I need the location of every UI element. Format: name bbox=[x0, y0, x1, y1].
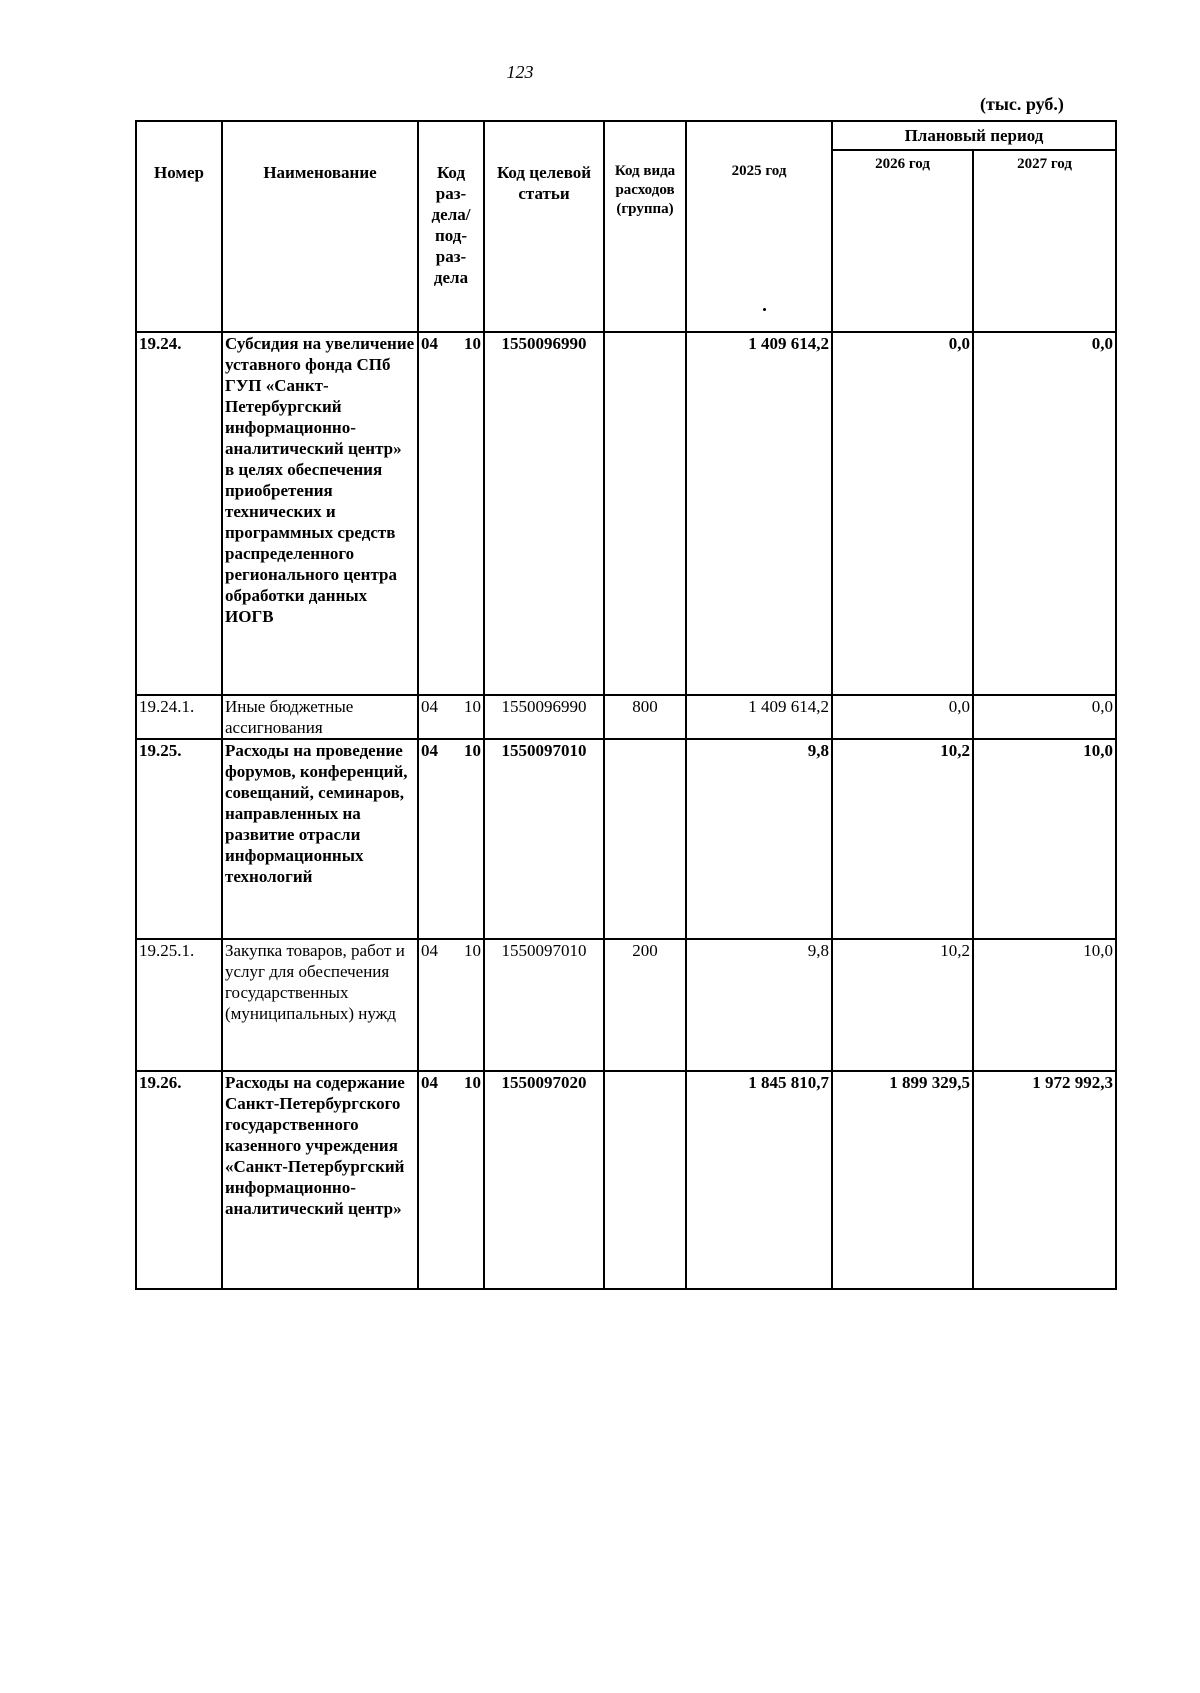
row-name: Расходы на содержание Санкт-Петербургского государственного казенного учреждения «Санкт-Петербургский информационно-аналитический центр» bbox=[222, 1071, 418, 1289]
row-number: 19.24. bbox=[136, 332, 222, 695]
row-name: Иные бюджетные ассигнования bbox=[222, 695, 418, 739]
scan-mark bbox=[763, 308, 766, 311]
row-target-code: 1550097010 bbox=[484, 739, 604, 939]
section-code: 04 bbox=[421, 941, 438, 960]
row-2026: 0,0 bbox=[832, 695, 973, 739]
row-section-code bbox=[418, 939, 484, 1071]
header-2026: 2026 год bbox=[832, 150, 973, 332]
row-expense-type bbox=[604, 739, 686, 939]
header-2025: 2025 год bbox=[686, 121, 832, 332]
row-expense-type bbox=[604, 332, 686, 695]
row-number: 19.26. bbox=[136, 1071, 222, 1289]
header-row-top bbox=[136, 121, 1116, 150]
row-2025: 1 845 810,7 bbox=[686, 1071, 832, 1289]
table-row bbox=[136, 739, 1116, 939]
header-expense-type: Код вида расходов (группа) bbox=[604, 121, 686, 332]
header-2027: 2027 год bbox=[973, 150, 1116, 332]
row-number: 19.24.1. bbox=[136, 695, 222, 739]
row-2027: 0,0 bbox=[973, 695, 1116, 739]
header-target-code: Код целевой статьи bbox=[484, 121, 604, 332]
row-target-code: 1550097010 bbox=[484, 939, 604, 1071]
header-section-code: Код раз- дела/ под- раз- дела bbox=[418, 121, 484, 332]
row-2025: 1 409 614,2 bbox=[686, 332, 832, 695]
table-row bbox=[136, 1071, 1116, 1289]
header-planning-period: Плановый период bbox=[832, 121, 1116, 150]
row-number: 19.25. bbox=[136, 739, 222, 939]
row-expense-type: 200 bbox=[604, 939, 686, 1071]
subsection-code: 10 bbox=[464, 1073, 481, 1092]
row-2027: 10,0 bbox=[973, 739, 1116, 939]
header-name: Наименование bbox=[222, 121, 418, 332]
row-2025: 9,8 bbox=[686, 939, 832, 1071]
row-target-code: 1550097020 bbox=[484, 1071, 604, 1289]
row-2026: 10,2 bbox=[832, 739, 973, 939]
units-label: (тыс. руб.) bbox=[980, 94, 1064, 114]
section-code: 04 bbox=[421, 334, 438, 353]
subsection-code: 10 bbox=[464, 741, 481, 760]
subsection-code: 10 bbox=[464, 697, 481, 716]
header-number: Номер bbox=[136, 121, 222, 332]
row-target-code: 1550096990 bbox=[484, 695, 604, 739]
row-section-code bbox=[418, 1071, 484, 1289]
row-2025: 9,8 bbox=[686, 739, 832, 939]
section-code: 04 bbox=[421, 741, 438, 760]
row-2027: 10,0 bbox=[973, 939, 1116, 1071]
page-number: 123 bbox=[506, 62, 534, 82]
table-row bbox=[136, 332, 1116, 695]
budget-table bbox=[135, 120, 1117, 1290]
table-row bbox=[136, 939, 1116, 1071]
section-code: 04 bbox=[421, 697, 438, 716]
row-expense-type: 800 bbox=[604, 695, 686, 739]
row-2026: 0,0 bbox=[832, 332, 973, 695]
row-target-code: 1550096990 bbox=[484, 332, 604, 695]
row-section-code bbox=[418, 739, 484, 939]
row-2026: 1 899 329,5 bbox=[832, 1071, 973, 1289]
row-section-code bbox=[418, 332, 484, 695]
subsection-code: 10 bbox=[464, 334, 481, 353]
subsection-code: 10 bbox=[464, 941, 481, 960]
row-2027: 1 972 992,3 bbox=[973, 1071, 1116, 1289]
row-name: Расходы на проведение форумов, конференций, совещаний, семинаров, направленных на развитие отрасли информационных технологий bbox=[222, 739, 418, 939]
row-expense-type bbox=[604, 1071, 686, 1289]
row-2026: 10,2 bbox=[832, 939, 973, 1071]
row-2027: 0,0 bbox=[973, 332, 1116, 695]
section-code: 04 bbox=[421, 1073, 438, 1092]
row-name: Субсидия на увеличение уставного фонда СПб ГУП «Санкт-Петербургский информационно-аналитический центр» в целях обеспечения приобретения технических и программных средств распределенного регионального центра обработки данных ИОГВ bbox=[222, 332, 418, 695]
row-2025: 1 409 614,2 bbox=[686, 695, 832, 739]
row-section-code bbox=[418, 695, 484, 739]
row-name: Закупка товаров, работ и услуг для обеспечения государственных (муниципальных) нужд bbox=[222, 939, 418, 1071]
table-row bbox=[136, 695, 1116, 739]
row-number: 19.25.1. bbox=[136, 939, 222, 1071]
